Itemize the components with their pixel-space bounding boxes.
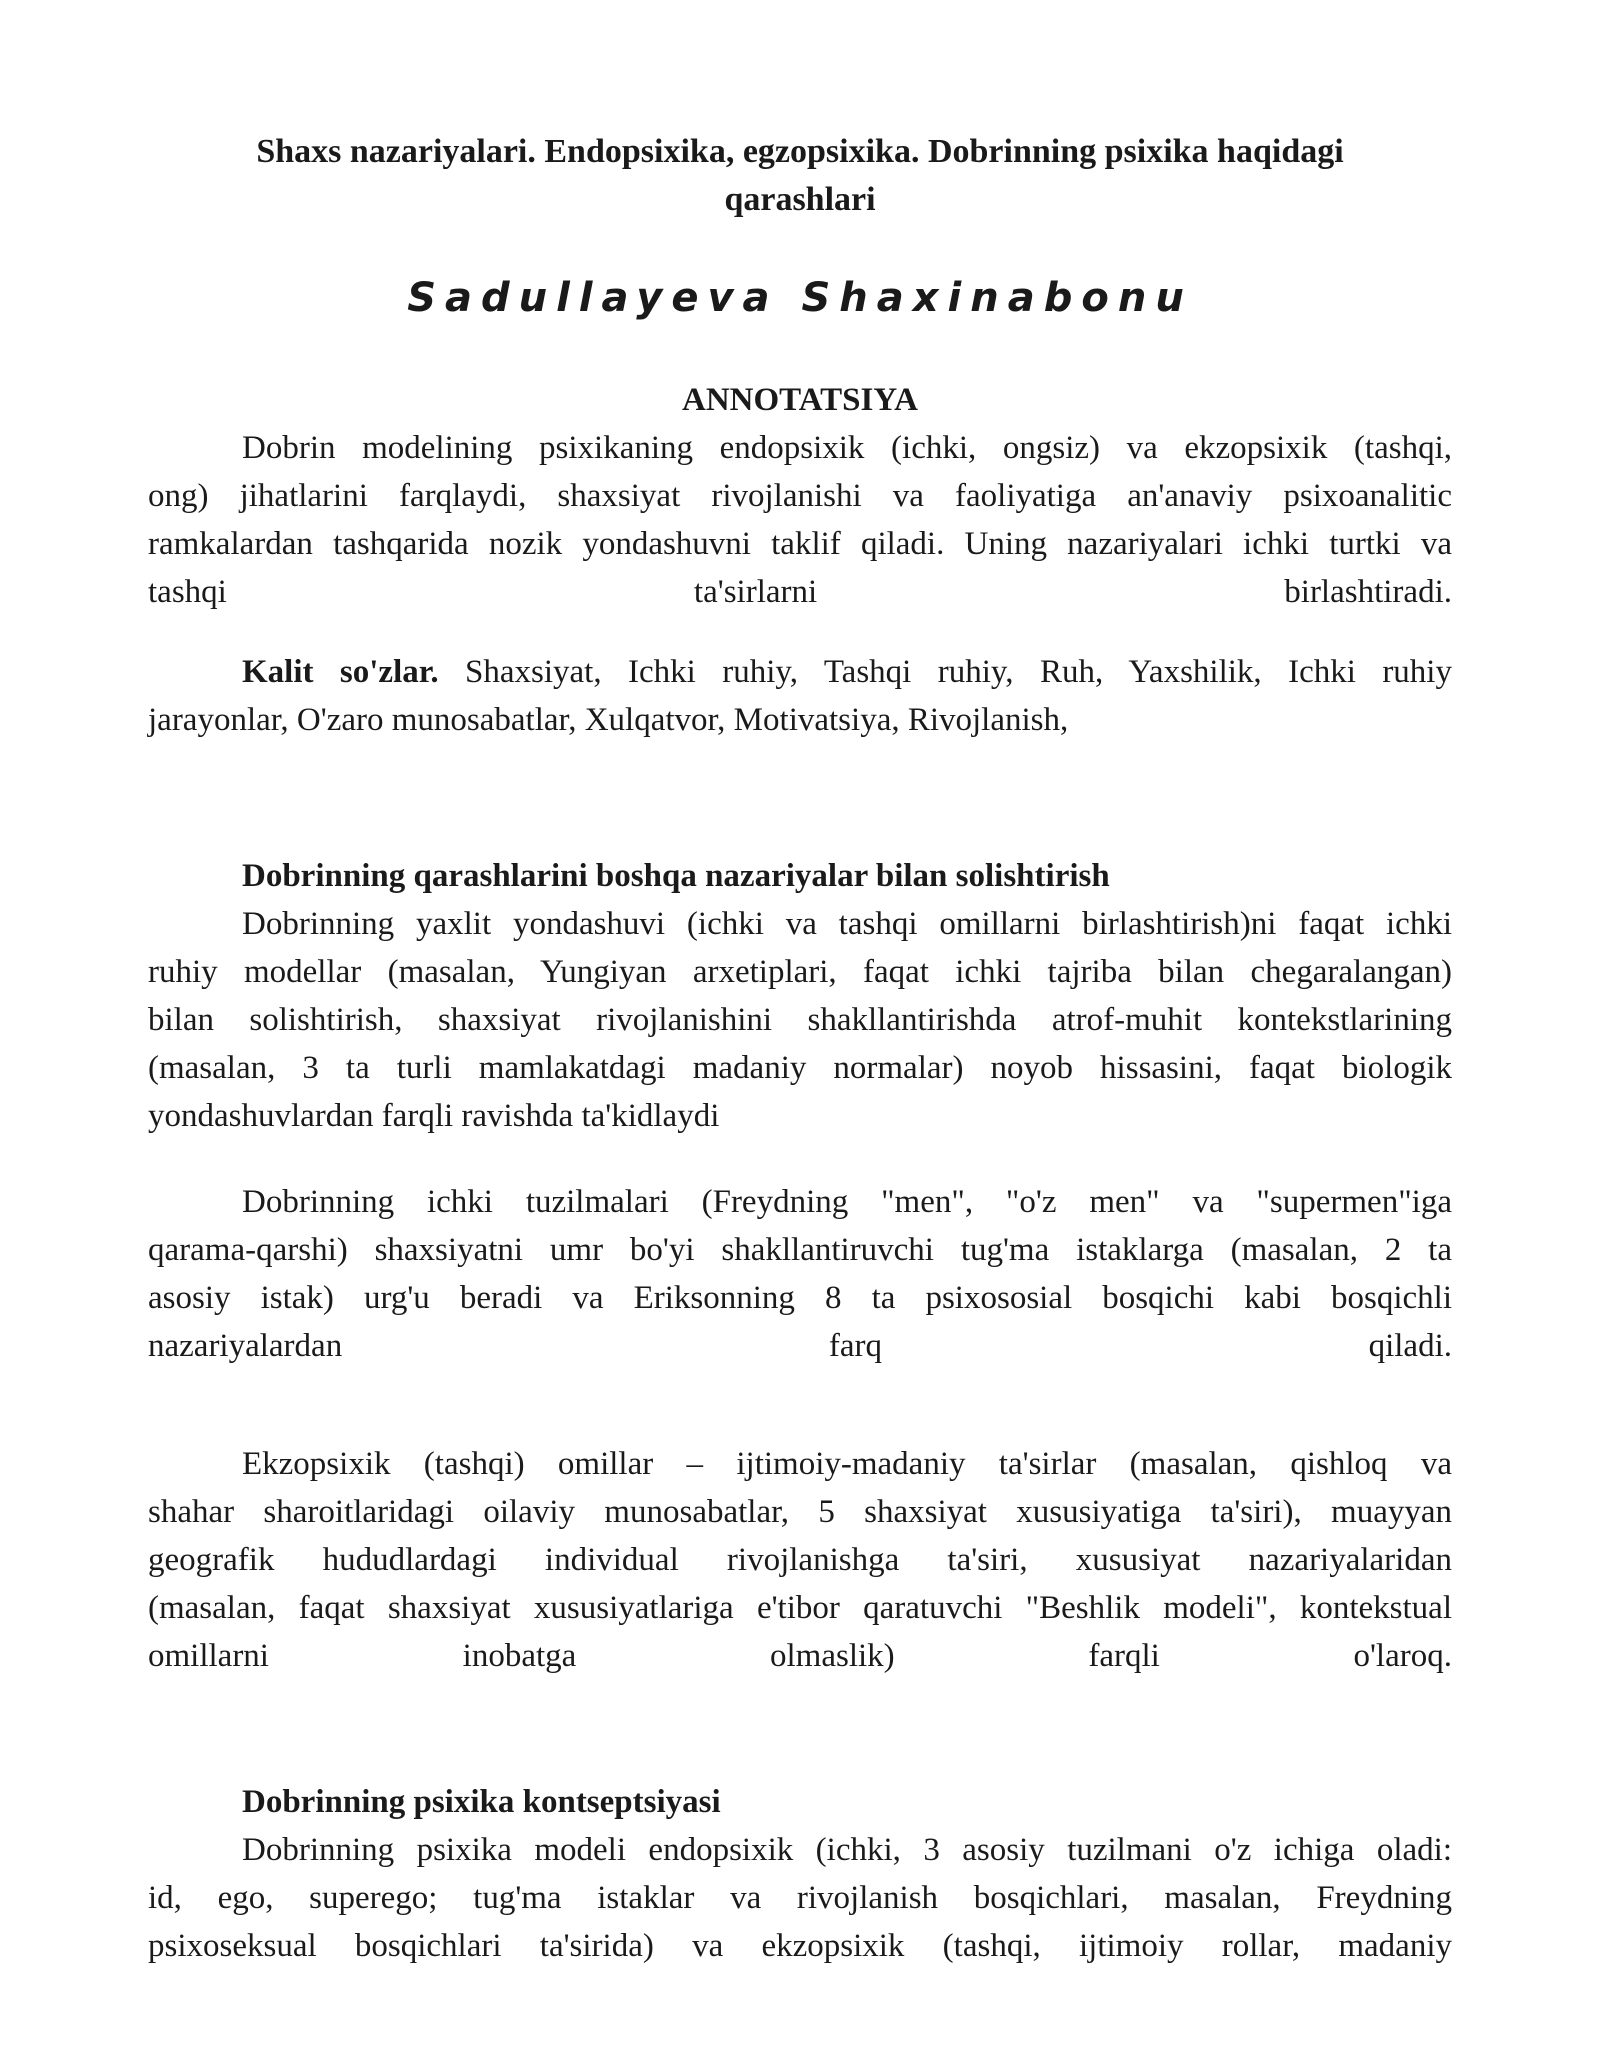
paragraph-line: ruhiy modellar (masalan, Yungiyan arxetiplari, faqat ichki tajriba bilan chegaralangan) (148, 954, 1452, 990)
keywords-line-1 (148, 648, 1452, 696)
paragraph-line: Dobrinning yaxlit yondashuvi (ichki va tashqi omillarni birlashtirish)ni faqat ichki (242, 906, 1452, 942)
section-heading-concept: Dobrinning psixika kontseptsiyasi (242, 1784, 721, 1820)
paragraph-line: Dobrinning ichki tuzilmalari (Freydning "men", "o'z men" va "supermen"iga (242, 1184, 1452, 1220)
annotation-line: ong) jihatlarini farqlaydi, shaxsiyat rivojlanishi va faoliyatiga an'anaviy psixoanalitic (148, 478, 1452, 514)
section1-paragraph-3 (148, 1440, 1452, 1680)
document-title (148, 128, 1452, 224)
paragraph-line: (masalan, faqat shaxsiyat xususiyatlariga e'tibor qaratuvchi "Beshlik modeli", kontekstual (148, 1590, 1452, 1626)
paragraph-line: omillarni inobatga olmaslik) farqli o'laroq. (148, 1638, 1452, 1674)
section1-paragraph-1 (148, 900, 1452, 1140)
paragraph-line: Ekzopsixik (tashqi) omillar – ijtimoiy-madaniy ta'sirlar (masalan, qishloq va (242, 1446, 1452, 1482)
paragraph-line: yondashuvlardan farqli ravishda ta'kidlaydi (148, 1098, 720, 1134)
annotation-paragraph (148, 424, 1452, 616)
section-heading-comparison: Dobrinning qarashlarini boshqa nazariyalar bilan solishtirish (242, 858, 1110, 894)
paragraph-line: nazariyalardan farq qiladi. (148, 1328, 1452, 1364)
keywords-text: Shaxsiyat, Ichki ruhiy, Tashqi ruhiy, Ruh, Yaxshilik, Ichki ruhiy (438, 654, 1452, 690)
paragraph-line: psixoseksual bosqichlari ta'sirida) va ekzopsixik (tashqi, ijtimoiy rollar, madaniy (148, 1928, 1452, 1964)
title-line-1: Shaxs nazariyalari. Endopsixika, egzopsixika. Dobrinning psixika haqidagi (256, 133, 1344, 170)
paragraph-line: geografik hududlardagi individual rivojlanishga ta'siri, xususiyat nazariyalaridan (148, 1542, 1452, 1578)
paragraph-line: Dobrinning psixika modeli endopsixik (ichki, 3 asosiy tuzilmani o'z ichiga oladi: (242, 1832, 1452, 1868)
paragraph-line: asosiy istak) urg'u beradi va Eriksonning 8 ta psixososial bosqichi kabi bosqichli (148, 1280, 1452, 1316)
title-line-2: qarashlari (724, 181, 876, 218)
paragraph-line: qarama-qarshi) shaxsiyatni umr bo'yi shakllantiruvchi tug'ma istaklarga (masalan, 2 ta (148, 1232, 1452, 1268)
author-name: Sadullayeva Shaxinabonu (407, 275, 1193, 321)
paragraph-line: bilan solishtirish, shaxsiyat rivojlanishini shakllantirishda atrof-muhit kontekstlarining (148, 1002, 1452, 1038)
annotation-line: Dobrin modelining psixikaning endopsixik (ichki, ongsiz) va ekzopsixik (tashqi, (242, 430, 1452, 466)
annotation-line: tashqi ta'sirlarni birlashtiradi. (148, 574, 1452, 610)
paragraph-line: id, ego, superego; tug'ma istaklar va rivojlanish bosqichlari, masalan, Freydning (148, 1880, 1452, 1916)
annotation-line: ramkalardan tashqarida nozik yondashuvni taklif qiladi. Uning nazariyalari ichki turtki va (148, 526, 1452, 562)
annotation-heading: ANNOTATSIYA (682, 382, 918, 418)
section2-paragraph-1 (148, 1826, 1452, 1970)
keywords-label: Kalit so'zlar. (242, 654, 439, 690)
paragraph-line: (masalan, 3 ta turli mamlakatdagi madaniy normalar) noyob hissasini, faqat biologik (148, 1050, 1452, 1086)
section1-paragraph-2 (148, 1178, 1452, 1370)
paragraph-line: shahar sharoitlaridagi oilaviy munosabatlar, 5 shaxsiyat xususiyatiga ta'siri), muayyan (148, 1494, 1452, 1530)
keywords-line-2: jarayonlar, O'zaro munosabatlar, Xulqatvor, Motivatsiya, Rivojlanish, (148, 702, 1069, 738)
keywords-paragraph (148, 648, 1452, 744)
